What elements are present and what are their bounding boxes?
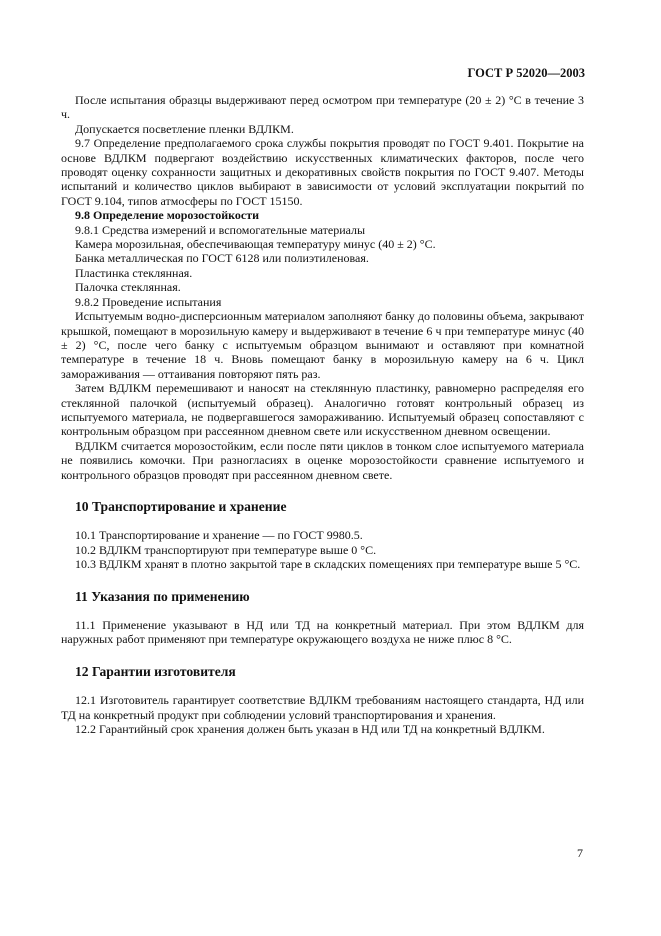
- paragraph: 10.1 Транспортирование и хранение — по ГОСТ 9980.5.: [75, 528, 363, 543]
- subsection-title: 9.8 Определение морозостойкости: [75, 208, 260, 223]
- page-number: 7: [577, 846, 583, 860]
- paragraph: 12.1 Изготовитель гарантирует соответствие ВДЛКМ требованиям настоящего стандарта, НД или ТД на конкретный продукт при соблюдении условий транспортирования и хранения.: [61, 693, 584, 722]
- paragraph: 11.1 Применение указывают в НД или ТД на конкретный материал. При этом ВДЛКМ для наружных работ применяют при температуре окружающего воздуха не ниже плюс 8 °С.: [61, 618, 584, 647]
- paragraph: 9.8.2 Проведение испытания: [75, 294, 222, 309]
- paragraph: 10.2 ВДЛКМ транспортируют при температуре выше 0 °С.: [75, 542, 377, 557]
- section-heading: 10 Транспортирование и хранение: [75, 498, 287, 514]
- paragraph: ВДЛКМ считается морозостойким, если после пяти циклов в тонком слое испытуемого материала не появились комочки. При разногласиях в оценке морозостойкости сравнение испытуемого и контрольного образцов проводят при рассеянном дневном свете.: [61, 438, 584, 482]
- paragraph: Палочка стеклянная.: [75, 280, 181, 295]
- paragraph: Затем ВДЛКМ перемешивают и наносят на стеклянную пластинку, равномерно распределяя его стеклянной палочкой (испытуемый образец). Аналогично готовят контрольный образец из испытуемого материала, не подвергавшегося замораживанию. Испытуемый образец сопоставляют с контрольным образцом при рассеянном дневном свете или искусственном дневном освещении.: [61, 381, 584, 439]
- paragraph: Камера морозильная, обеспечивающая температуру минус (40 ± 2) °С.: [75, 237, 436, 252]
- paragraph: Допускается посветление пленки ВДЛКМ.: [75, 121, 294, 136]
- paragraph: 9.7 Определение предполагаемого срока службы покрытия проводят по ГОСТ 9.401. Покрытие на основе ВДЛКМ подвергают воздействию искусственных климатических факторов, после чего проводят оценку сохранности защитных и декоративных свойств покрытия по ГОСТ 9.407. Методы испытаний и количество циклов выбирают в зависимости от условий эксплуатации покрытий по ГОСТ 9.104, типов атмосферы по ГОСТ 15150.: [61, 136, 584, 208]
- paragraph: 9.8.1 Средства измерений и вспомогательные материалы: [75, 222, 366, 237]
- section-heading: 12 Гарантии изготовителя: [75, 663, 236, 679]
- paragraph: Банка металлическая по ГОСТ 6128 или полиэтиленовая.: [75, 251, 369, 266]
- page-content: [61, 93, 584, 736]
- paragraph: После испытания образцы выдерживают перед осмотром при температуре (20 ± 2) °С в течение 3 ч.: [61, 93, 584, 122]
- paragraph: Испытуемым водно-дисперсионным материалом заполняют банку до половины объема, закрывают крышкой, помещают в морозильную камеру и выдерживают в течение 6 ч при температуре минус (40 ± 2) °С, после чего банку с испытуемым образцом вынимают и оставляют при комнатной температуре в течение 18 ч. Вновь помещают банку в морозильную камеру на 6 ч. Цикл замораживания — оттаивания повторяют пять раз.: [61, 309, 584, 381]
- paragraph: 12.2 Гарантийный срок хранения должен быть указан в НД или ТД на конкретный ВДЛКМ.: [75, 722, 545, 737]
- document-header: ГОСТ Р 52020—2003: [467, 66, 585, 80]
- paragraph: Пластинка стеклянная.: [75, 265, 193, 280]
- section-heading: 11 Указания по применению: [75, 588, 250, 604]
- paragraph: 10.3 ВДЛКМ хранят в плотно закрытой таре в складских помещениях при температуре выше 5 °С.: [75, 557, 581, 572]
